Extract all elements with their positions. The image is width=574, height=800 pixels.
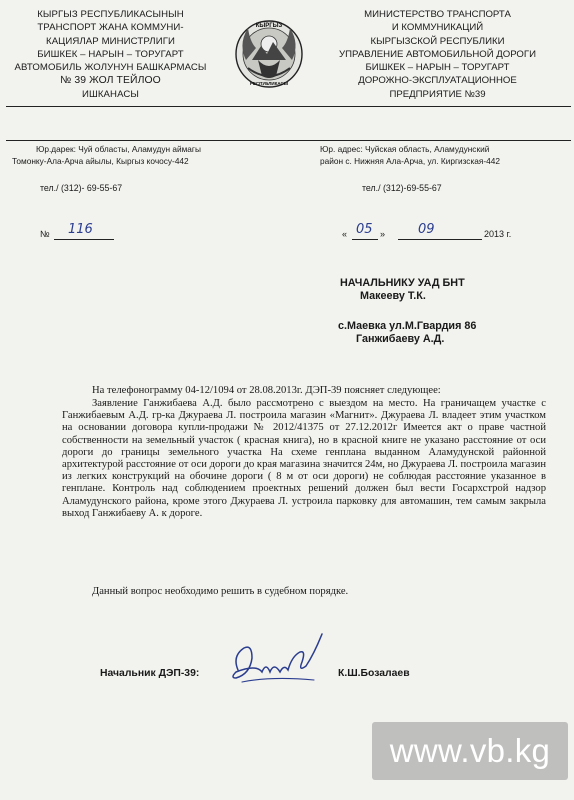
header-left-line: № 39 ЖОЛ ТЕЙЛОО (60, 75, 161, 87)
date-month: 09 (418, 222, 435, 237)
date-quote-close: » (380, 229, 386, 239)
recipient-address: с.Маевка ул.М.Гвардия 86 (338, 320, 477, 332)
outgoing-number-label: № (40, 229, 50, 239)
header-left-kyrgyz (8, 8, 213, 101)
header-right-russian (305, 8, 570, 101)
date-month-line (398, 239, 482, 240)
header-right-line: УПРАВЛЕНИЕ АВТОМОБИЛЬНОЙ ДОРОГИ (339, 48, 536, 60)
emblem-top-text: КЫРГЫЗ (255, 23, 283, 29)
header-left-line: КЫРГЫЗ РЕСПУБЛИКАСЫНЫН (37, 9, 184, 20)
letter-conclusion (62, 586, 546, 598)
header-right-line: МИНИСТЕРСТВО ТРАНСПОРТА (364, 9, 511, 20)
address-left-line1: Юр.дарек: Чуй областы, Аламудун аймагы (36, 144, 201, 154)
date-quote-open: « (342, 229, 348, 239)
handwritten-signature-icon (222, 626, 330, 696)
recipient-name-2: Ганжибаеву А.Д. (356, 333, 445, 345)
site-watermark: www.vb.kg (372, 722, 568, 780)
recipient-title: НАЧАЛЬНИКУ УАД БНТ (340, 277, 465, 289)
header-left-line: АВТОМОБИЛЬ ЖОЛУНУН БАШКАРМАСЫ (14, 62, 207, 74)
header-left-line: ТРАНСПОРТ ЖАНА КОММУНИ- (37, 22, 184, 34)
date-year: 2013 г. (484, 229, 512, 239)
address-right-phone: тел./ (312)-69-55-67 (362, 183, 442, 193)
outgoing-number-line (54, 239, 114, 240)
outgoing-number: 116 (68, 222, 93, 237)
header-right-line: КЫРГЫЗСКОЙ РЕСПУБЛИКИ (370, 35, 505, 47)
header-right-line: ПРЕДПРИЯТИЕ №39 (389, 88, 486, 100)
state-emblem-icon (234, 10, 304, 98)
date-day: 05 (356, 222, 373, 237)
header-right-line: ДОРОЖНО-ЭКСПЛУАТАЦИОННОЕ (358, 75, 517, 87)
signature-title: Начальник ДЭП-39: (100, 668, 200, 679)
address-left-phone: тел./ (312)- 69-55-67 (40, 183, 123, 193)
emblem-bottom-text: РЕСПУБЛИКАСЫ (249, 81, 289, 86)
date-day-line (352, 239, 378, 240)
address-left-line2: Томонку-Ала-Арча айылы, Кыргыз кочосу-442 (12, 156, 189, 166)
letter-intro (62, 385, 546, 397)
letter-paragraph-main: Заявление Ганжибаева А.Д. было рассмотрено с выездом на место. На граничащем участке с Ганжибаевым А.Д. гр-ка Джураева Л. построила магазин «Магнит». Джураева Л. владеет этим участком на основании договора купли-продажи № 2012/41375 от 27.12.2012г Имеется акт о праве частной собственности на земельный участок ( красная книга), но в красной книге не указано расстояние от оси дороги до границы земельного участка На схеме генплана выданном Аламудунской районной архитектурой расстояние от оси дороги до края магазина значится 24м, но Джураева Л. построила магазин из легких конструкций на обочине дороги ( 8 м от оси дороги) не соблюдая расстояние указанное в генплане. Контроль над соблюдением проектных решений должен был вести Госархстрой надзор Аламудунского района, кроме этого Джураева Л. устроила парковку для автомашин, тем самым закрыла выход Ганжибаеву А. к дороге. (62, 398, 546, 519)
signatory-name: К.Ш.Бозалаев (338, 668, 410, 679)
header-right-line: И КОММУНИКАЦИЙ (391, 22, 484, 34)
letter-paragraph-intro: На телефонограмму 04-12/1094 от 28.08.2013г. ДЭП-39 поясняет следующее: (92, 385, 441, 396)
header-left-line: БИШКЕК – НАРЫН – ТОРУГАРТ (37, 48, 184, 60)
header-divider-thin (6, 140, 571, 141)
letter-body (62, 398, 546, 520)
header-divider (6, 106, 571, 107)
letter-paragraph-conclusion: Данный вопрос необходимо решить в судебном порядке. (92, 586, 349, 597)
header-right-line: БИШКЕК – НАРЫН – ТОРУГАРТ (365, 62, 510, 74)
address-right-line2: район с. Нижняя Ала-Арча, ул. Киргизская-442 (320, 156, 500, 166)
address-right-line1: Юр. адрес: Чуйская область, Аламудунский (320, 144, 490, 154)
header-left-line: КАЦИЯЛАР МИНИСТРЛИГИ (46, 35, 175, 47)
header-left-line: ИШКАНАСЫ (81, 88, 139, 100)
recipient-name: Макееву Т.К. (360, 290, 426, 302)
